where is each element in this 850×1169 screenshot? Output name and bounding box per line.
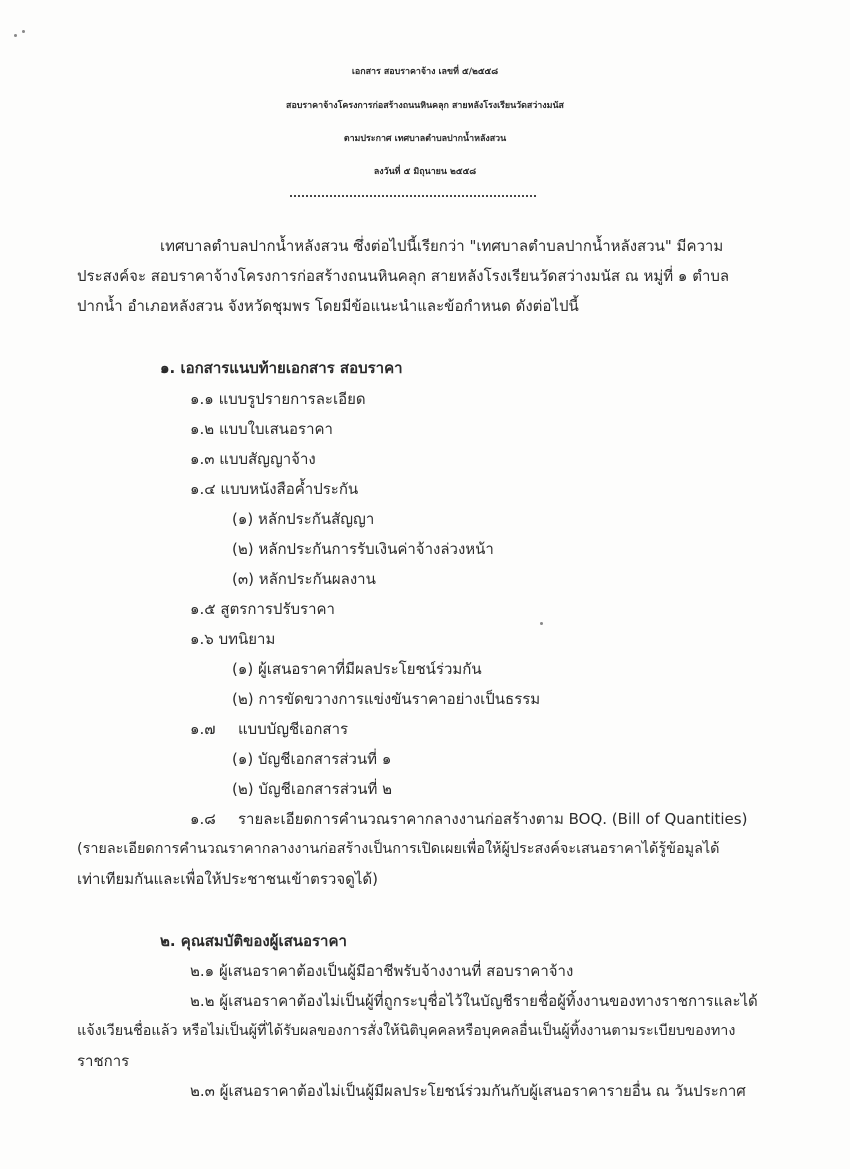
item-2-1: ๒.๑ ผู้เสนอราคาต้องเป็นผู้มีอาชีพรับจ้างงานที่ สอบราคาจ้าง — [190, 962, 574, 980]
item-1-5: ๑.๕ สูตรการปรับราคา — [190, 600, 335, 618]
item-1-3: ๑.๓ แบบสัญญาจ้าง — [190, 450, 316, 468]
project-title: สอบราคาจ้างโครงการก่อสร้างถนนหินคลุก สายหลังโรงเรียนวัดสว่างมนัส — [286, 101, 564, 111]
item-1-4-1: (๑) หลักประกันสัญญา — [232, 510, 375, 528]
item-1-4-3: (๓) หลักประกันผลงาน — [232, 570, 376, 588]
item-1-6: ๑.๖ บทนิยาม — [190, 630, 276, 648]
document-title: เอกสาร สอบราคาจ้าง เลขที่ ๕/๒๕๕๘ — [351, 67, 499, 77]
item-1-4-2: (๒) หลักประกันการรับเงินค่าจ้างล่วงหน้า — [232, 540, 494, 558]
intro-line-2: ประสงค์จะ สอบราคาจ้างโครงการก่อสร้างถนนหินคลุก สายหลังโรงเรียนวัดสว่างมนัส ณ หมู่ที่ ๑ ตำบล — [77, 267, 730, 285]
item-1-8-number: ๑.๘ — [190, 810, 216, 828]
item-1-6-1: (๑) ผู้เสนอราคาที่มีผลประโยชน์ร่วมกัน — [232, 660, 482, 678]
item-1-7-number: ๑.๗ — [190, 720, 216, 738]
section-1-heading: ๑. เอกสารแนบท้ายเอกสาร สอบราคา — [160, 359, 403, 377]
scan-speck — [22, 30, 25, 33]
item-1-7: แบบบัญชีเอกสาร — [238, 720, 349, 738]
announcement-line: ตามประกาศ เทศบาลตำบลปากน้ำหลังสวน — [343, 134, 507, 144]
section-2-heading: ๒. คุณสมบัติของผู้เสนอราคา — [160, 932, 347, 950]
date-line: ลงวันที่ ๕ มิถุนายน ๒๕๕๘ — [373, 167, 477, 177]
item-2-3: ๒.๓ ผู้เสนอราคาต้องไม่เป็นผู้มีผลประโยชน์ร่วมกันกับผู้เสนอราคารายอื่น ณ วันประกาศ — [190, 1082, 746, 1100]
item-1-1: ๑.๑ แบบรูปรายการละเอียด — [190, 390, 366, 408]
item-2-2-continuation-2: ราชการ — [77, 1052, 130, 1070]
scan-speck — [14, 34, 17, 37]
item-1-7-1: (๑) บัญชีเอกสารส่วนที่ ๑ — [232, 750, 392, 768]
scan-speck — [540, 622, 543, 625]
item-1-8-continuation-2: เท่าเทียมกันและเพื่อให้ประชาชนเข้าตรวจดูได้) — [77, 870, 378, 888]
intro-line-1: เทศบาลตำบลปากน้ำหลังสวน ซึ่งต่อไปนี้เรียกว่า "เทศบาลตำบลปากน้ำหลังสวน" มีความ — [160, 237, 724, 255]
item-2-2: ๒.๒ ผู้เสนอราคาต้องไม่เป็นผู้ที่ถูกระบุชื่อไว้ในบัญชีรายชื่อผู้ทิ้งงานของทางราชการและได้ — [190, 992, 758, 1010]
intro-line-3: ปากน้ำ อำเภอหลังสวน จังหวัดชุมพร โดยมีข้อแนะนำและข้อกำหนด ดังต่อไปนี้ — [77, 297, 579, 315]
dotted-divider — [290, 195, 536, 197]
item-1-4: ๑.๔ แบบหนังสือค้ำประกัน — [190, 480, 359, 498]
item-1-8: รายละเอียดการคำนวณราคากลางงานก่อสร้างตาม BOQ. (Bill of Quantities) — [238, 810, 748, 828]
item-1-8-continuation-1: (รายละเอียดการคำนวณราคากลางงานก่อสร้างเป็นการเปิดเผยเพื่อให้ผู้ประสงค์จะเสนอราคาได้รู้ข้อมูลได้ — [77, 841, 720, 857]
item-2-2-continuation-1: แจ้งเวียนชื่อแล้ว หรือไม่เป็นผู้ที่ได้รับผลของการสั่งให้นิติบุคคลหรือบุคคลอื่นเป็นผู้ทิ้งงานตามระเบียบของทาง — [77, 1023, 736, 1039]
item-1-6-2: (๒) การขัดขวางการแข่งขันราคาอย่างเป็นธรรม — [232, 690, 541, 708]
item-1-2: ๑.๒ แบบใบเสนอราคา — [190, 420, 333, 438]
item-1-7-2: (๒) บัญชีเอกสารส่วนที่ ๒ — [232, 780, 393, 798]
